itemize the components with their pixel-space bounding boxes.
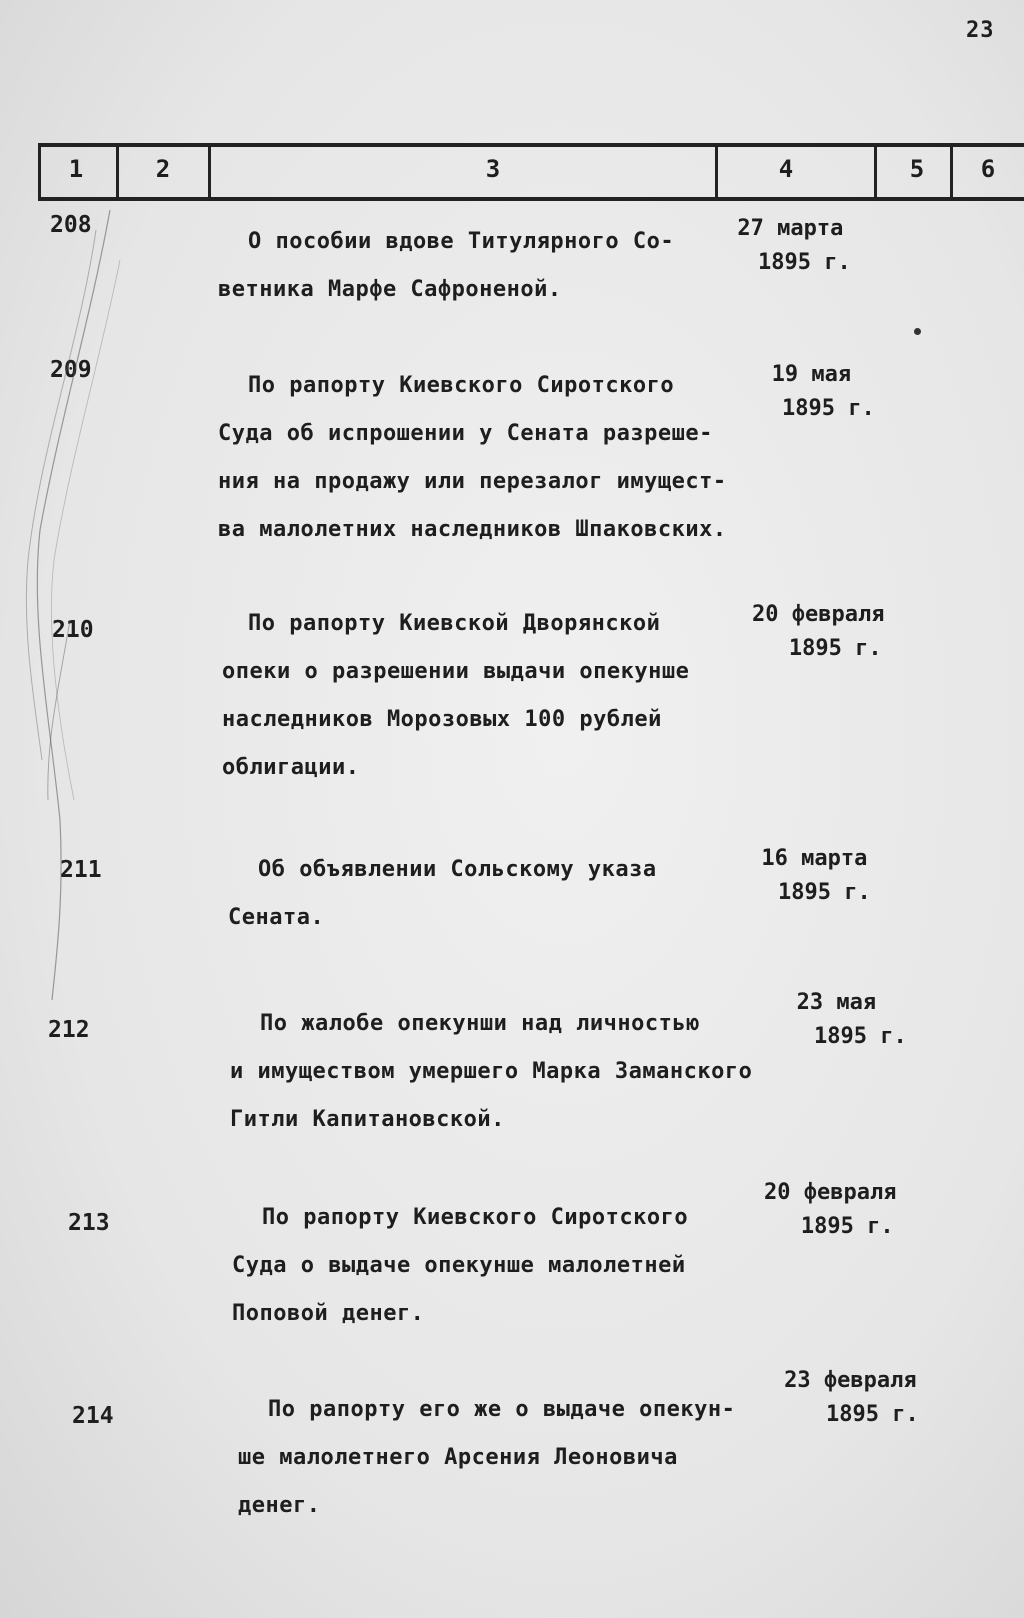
description-line: Об объявлении Сольскому указа (258, 857, 657, 882)
entry-date (748, 358, 875, 426)
entry-date (730, 212, 851, 280)
entry-date (764, 1176, 896, 1244)
description-line: По рапорту Киевского Сиротского (248, 373, 675, 398)
date-day: 23 февраля (784, 1368, 917, 1393)
column-separator (715, 147, 718, 197)
description-line: По рапорту Киевской Дворянской (248, 611, 661, 636)
column-header-3: 3 (485, 155, 501, 183)
description-line: опеки о разрешении выдачи опекунше (222, 659, 690, 684)
description-line: Поповой денег. (232, 1301, 425, 1326)
date-day: 20 февраля (752, 602, 885, 627)
column-separator (116, 147, 119, 197)
entry-number: 210 (52, 617, 94, 643)
entry-date (782, 1364, 919, 1432)
entry-date (766, 986, 907, 1054)
column-header-1: 1 (68, 155, 84, 183)
description-line: и имуществом умершего Марка Заманского (230, 1059, 753, 1084)
date-year: 1895 г. (814, 1024, 907, 1049)
column-header-row (38, 143, 1024, 201)
description-line: ва малолетних наследников Шпаковских. (218, 517, 727, 542)
entry-description (228, 846, 657, 942)
entry-date (758, 842, 871, 910)
entry-description (222, 600, 689, 792)
column-separator (874, 147, 877, 197)
column-header-4: 4 (778, 155, 794, 183)
entry-description (218, 362, 727, 554)
date-year: 1895 г. (826, 1402, 919, 1427)
date-year: 1895 г. (788, 636, 882, 661)
entry-number: 211 (60, 857, 102, 883)
description-line: облигации. (222, 755, 360, 780)
description-line: ния на продажу или перезалог имущест- (218, 469, 727, 494)
date-year: 1895 г. (778, 880, 871, 905)
date-day: 19 мая (771, 362, 852, 387)
entry-number: 212 (48, 1017, 90, 1043)
description-line: Суда о выдаче опекунше малолетней (232, 1253, 686, 1278)
description-line: Суда об испрошении у Сената разреше- (218, 421, 713, 446)
column-header-2: 2 (155, 155, 171, 183)
description-line: По рапорту его же о выдаче опекун- (268, 1397, 736, 1422)
date-day: 27 марта (737, 216, 844, 241)
column-header-6: 6 (980, 155, 996, 183)
column-separator (38, 147, 41, 197)
description-line: Сената. (228, 905, 325, 930)
date-day: 16 марта (761, 846, 868, 871)
description-line: Гитли Капитановской. (230, 1107, 505, 1132)
date-day: 20 февраля (764, 1180, 897, 1205)
column-header-5: 5 (909, 155, 925, 183)
page-number: 23 (966, 18, 995, 43)
pencil-marks (0, 200, 140, 1020)
date-year: 1895 г. (782, 396, 875, 421)
entry-number: 213 (68, 1210, 110, 1236)
entry-number: 214 (72, 1403, 114, 1429)
ink-dot (914, 328, 921, 335)
description-line: По рапорту Киевского Сиротского (262, 1205, 689, 1230)
description-line: наследников Морозовых 100 рублей (222, 707, 662, 732)
entry-description (218, 218, 674, 314)
entry-date (752, 598, 884, 666)
date-day: 23 мая (796, 990, 877, 1015)
column-separator (208, 147, 211, 197)
date-year: 1895 г. (800, 1214, 894, 1239)
entry-description (238, 1386, 735, 1530)
entry-number: 209 (50, 357, 92, 383)
entry-number: 208 (50, 212, 92, 238)
description-line: ветника Марфе Сафроненой. (218, 277, 562, 302)
entry-description (230, 1000, 752, 1144)
description-line: денег. (238, 1493, 321, 1518)
column-separator (950, 147, 953, 197)
date-year: 1895 г. (758, 250, 851, 275)
entry-description (232, 1194, 688, 1338)
description-line: О пособии вдове Титулярного Со- (248, 229, 675, 254)
description-line: ше малолетнего Арсения Леоновича (238, 1445, 678, 1470)
description-line: По жалобе опекунши над личностью (260, 1011, 700, 1036)
